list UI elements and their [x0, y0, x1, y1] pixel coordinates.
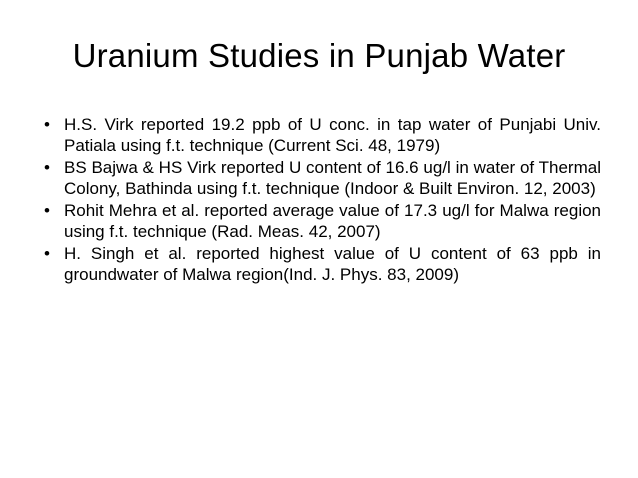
bullet-text: H.S. Virk reported 19.2 ppb of U conc. in tap water of Punjabi Univ. Patiala using f.t. technique (Current Sci. 48, 1979): [64, 115, 601, 155]
bullet-text: Rohit Mehra et al. reported average value of 17.3 ug/l for Malwa region using f.t. technique (Rad. Meas. 42, 2007): [64, 201, 601, 241]
bullet-item: [44, 243, 601, 285]
bullet-icon: •: [44, 158, 50, 177]
bullet-item: [44, 114, 601, 156]
bullet-list: [44, 114, 601, 286]
slide-title: Uranium Studies in Punjab Water: [72, 37, 566, 74]
bullet-item: [44, 200, 601, 242]
bullet-text: H. Singh et al. reported highest value of U content of 63 ppb in groundwater of Malwa region(Ind. J. Phys. 83, 2009): [64, 244, 601, 284]
bullet-icon: •: [44, 244, 50, 263]
bullet-icon: •: [44, 115, 50, 134]
bullet-text: BS Bajwa & HS Virk reported U content of 16.6 ug/l in water of Thermal Colony, Bathinda using f.t. technique (Indoor & Built Environ. 12, 2003): [64, 158, 601, 198]
bullet-item: [44, 157, 601, 199]
bullet-icon: •: [44, 201, 50, 220]
